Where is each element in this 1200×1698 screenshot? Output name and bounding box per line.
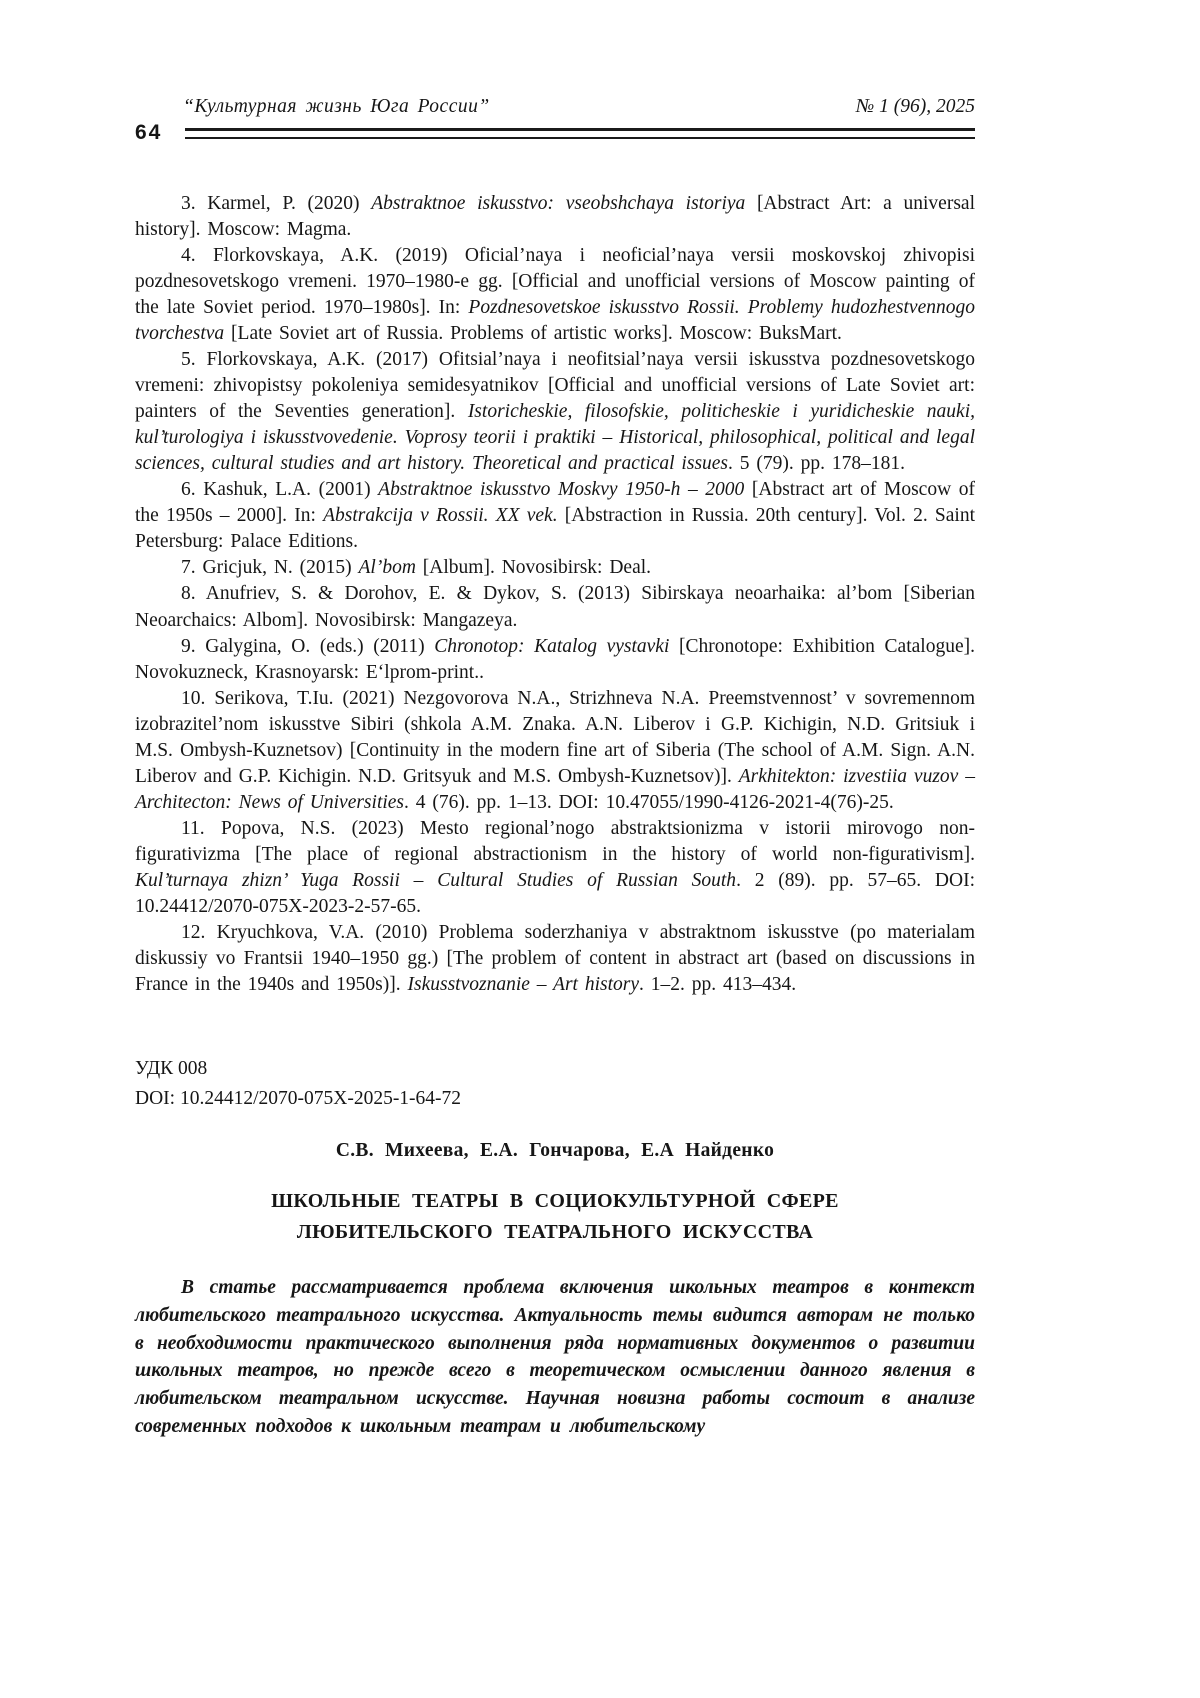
journal-title: “Культурная жизнь Юга России” <box>183 96 490 117</box>
reference-item: 11. Popova, N.S. (2023) Mesto regional’nogo abstraktsionizma v istorii mirovogo non-figurativizma [The place of regional abstractionism in the history of world non-figurativism]. Kul’turnaya zhizn’ Yuga Rossii – Cultural Studies of Russian South. 2 (89). pp. 57–65. DOI: 10.24412/2070-075X-2023-2-57-65. <box>135 817 975 917</box>
reference-item: 12. Kryuchkova, V.A. (2010) Problema soderzhaniya v abstraktnom iskusstve (po materialam diskussiy vo Frantsii 1940–1950 gg.) [The problem of content in abstract art (based on discussions in France in the 1940s and 1950s)]. Iskusstvoznanie – Art history. 1–2. pp. 413–434. <box>135 921 975 995</box>
reference-item: 9. Galygina, O. (eds.) (2011) Chronotop: Katalog vystavki [Chronotope: Exhibition Catalogue]. Novokuzneck, Krasnoyarsk: E‘lprom-print.. <box>135 635 975 683</box>
doi-line: DOI: 10.24412/2070-075X-2025-1-64-72 <box>135 1088 462 1110</box>
issue-info: № 1 (96), 2025 <box>855 96 975 117</box>
page-number: 64 <box>135 121 163 144</box>
references-list <box>135 191 975 998</box>
article-title-line1: ШКОЛЬНЫЕ ТЕАТРЫ В СОЦИОКУЛЬТУРНОЙ СФЕРЕ <box>271 1190 839 1213</box>
header-double-rule <box>185 128 975 139</box>
reference-item: 5. Florkovskaya, A.K. (2017) Ofitsial’naya i neofitsial’naya versii iskusstva pozdnesovetskogo vremeni: zhivopistsy pokoleniya semidesyatnikov [Official and unofficial versions of Late Soviet art: painters of the Seventies generation]. Istoricheskie, filosofskie, politicheskie i yuridicheskie nauki, kul’turologiya i iskusstvovedenie. Voprosy teorii i praktiki – Historical, philosophical, political and legal sciences, cultural studies and art history. Theoretical and practical issues. 5 (79). pp. 178–181. <box>135 349 975 475</box>
udk-line: УДК 008 <box>135 1057 208 1079</box>
reference-item: 10. Serikova, T.Iu. (2021) Nezgovorova N.A., Strizhneva N.A. Preemstvennost’ v sovremennom izobrazitel’nom iskusstve Sibiri (shkola A.M. Znaka. A.N. Liberov i G.P. Kichigin, N.D. Gritsiuk i M.S. Ombysh-Kuznetsov) [Continuity in the modern fine art of Siberia (The school of A.M. Sign. A.N. Liberov and G.P. Kichigin. N.D. Gritsyuk and M.S. Ombysh-Kuznetsov)]. Arkhitekton: izvestiia vuzov – Architecton: News of Universities. 4 (76). pp. 1–13. DOI: 10.47055/1990-4126-2021-4(76)-25. <box>135 687 975 813</box>
reference-item: 7. Gricjuk, N. (2015) Al’bom [Album]. Novosibirsk: Deal. <box>181 557 652 579</box>
header-rule-row <box>135 121 975 145</box>
header-titles <box>135 96 975 118</box>
document-page <box>135 0 975 1441</box>
authors-line: С.В. Михеева, Е.А. Гончарова, Е.А Найденко <box>335 1140 775 1162</box>
reference-item: 3. Karmel, P. (2020) Abstraktnoe iskusstvo: vseobshchaya istoriya [Abstract Art: a universal history]. Moscow: Magma. <box>135 193 975 241</box>
abstract-paragraph: В статье рассматривается проблема включения школьных театров в контекст любительского театрального искусства. Актуальность темы видится авторам не только в необходимости практического выполнения ряда нормативных документов о развитии школьных театров, но прежде всего в теоретическом осмыслении данного явления в любительском театральном искусстве. Научная новизна работы состоит в анализе современных подходов к школьным театрам и любительскому <box>135 1277 975 1437</box>
reference-item: 4. Florkovskaya, A.K. (2019) Oficial’naya i neoficial’naya versii moskovskoj zhivopisi pozdnesovetskogo vremeni. 1970–1980-e gg. [Official and unofficial versions of Moscow painting of the late Soviet period. 1970–1980s]. In: Pozdnesovetskoe iskusstvo Rossii. Problemy hudozhestvennogo tvorchestva [Late Soviet art of Russia. Problems of artistic works]. Moscow: BuksMart. <box>135 245 975 345</box>
article-meta <box>135 1054 975 1114</box>
article-title <box>135 1186 975 1248</box>
reference-item: 8. Anufriev, S. & Dorohov, E. & Dykov, S. (2013) Sibirskaya neoarhaika: al’bom [Siberian Neoarchaics: Albom]. Novosibirsk: Mangazeya. <box>135 583 975 631</box>
article-title-line2: ЛЮБИТЕЛЬСКОГО ТЕАТРАЛЬНОГО ИСКУССТВА <box>296 1221 814 1244</box>
reference-item: 6. Kashuk, L.A. (2001) Abstraktnoe iskusstvo Moskvy 1950-h – 2000 [Abstract art of Moscow of the 1950s – 2000]. In: Abstrakcija v Rossii. XX vek. [Abstraction in Russia. 20th century]. Vol. 2. Saint Petersburg: Palace Editions. <box>135 479 975 553</box>
journal-header <box>135 96 975 145</box>
